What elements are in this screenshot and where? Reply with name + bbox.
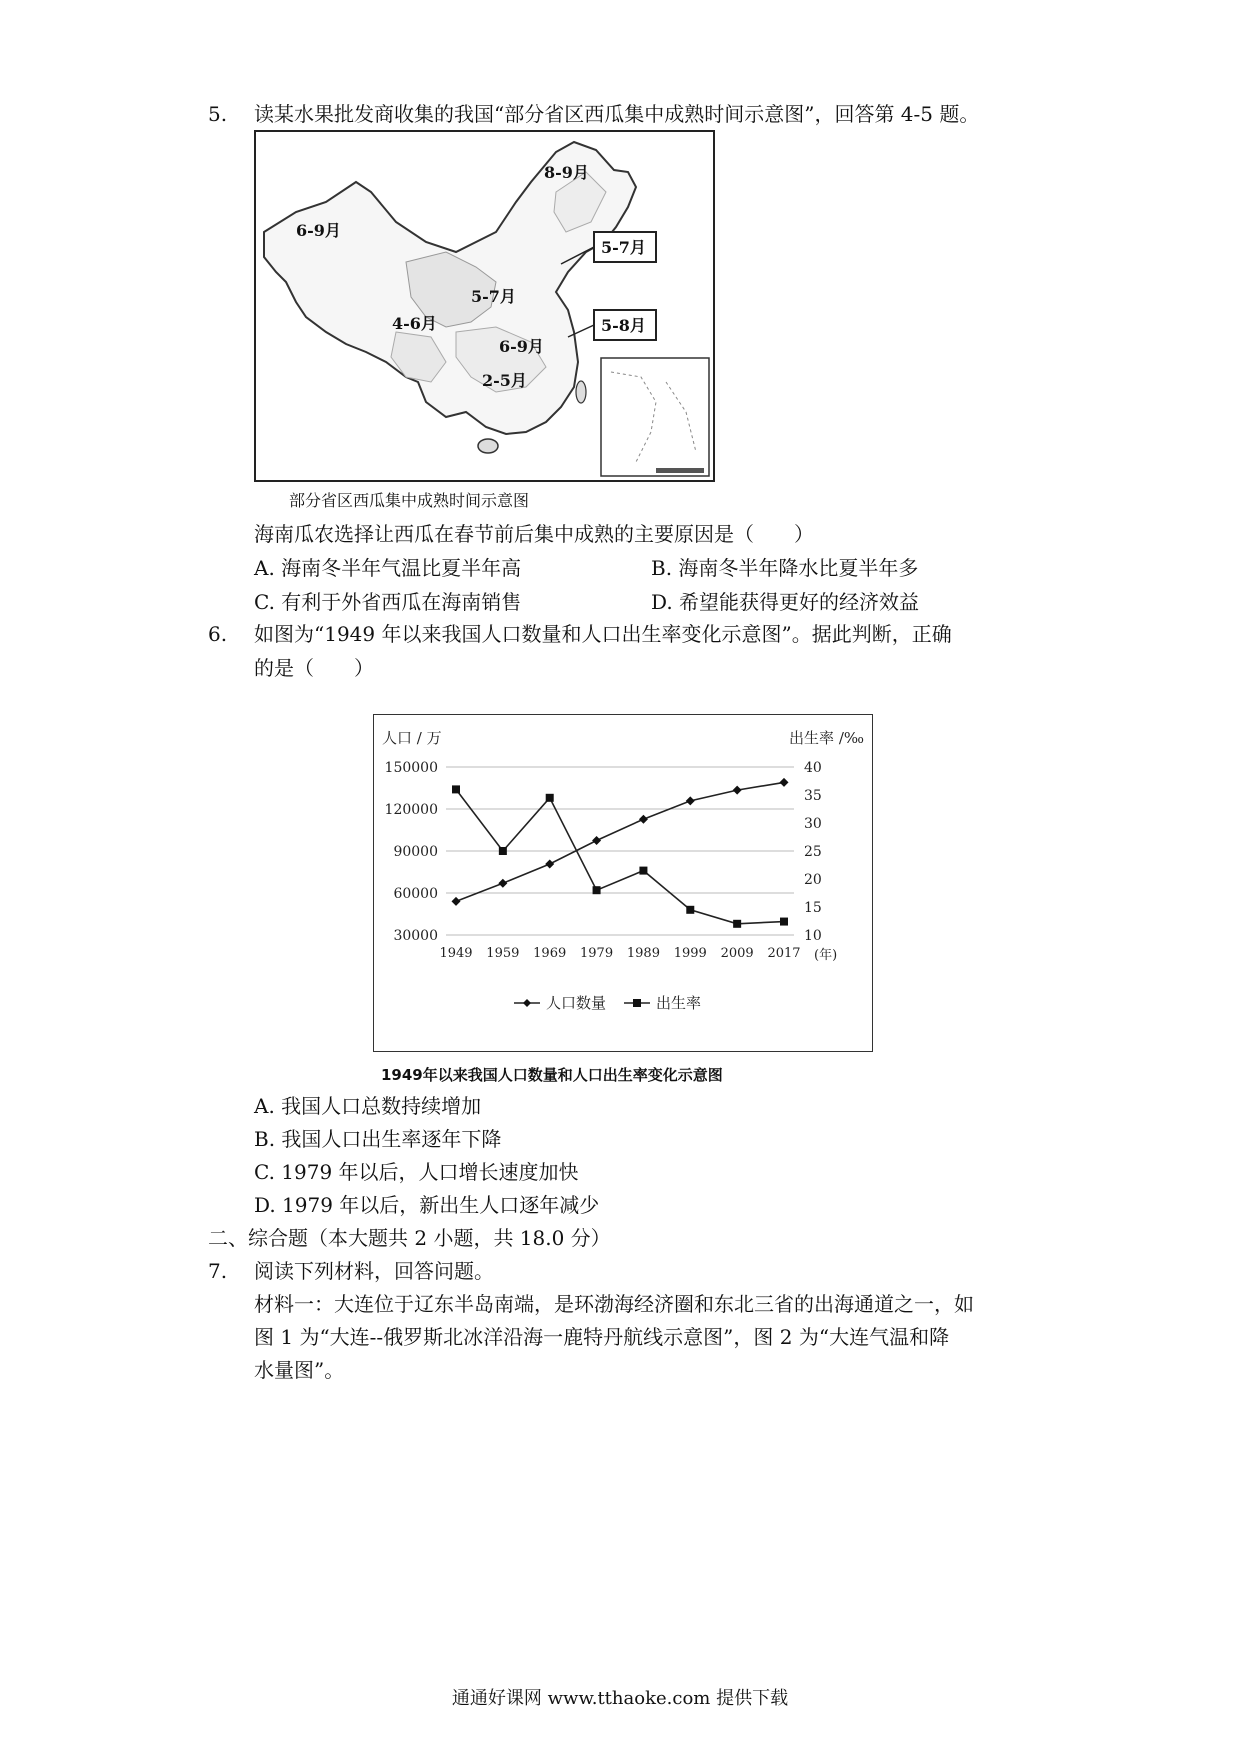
legend-label: 出生率 bbox=[656, 994, 702, 1012]
x-tick-label: 1999 bbox=[673, 946, 707, 961]
map-label-southwest: 4-6月 bbox=[392, 314, 437, 333]
map-caption: 部分省区西瓜集中成熟时间示意图 bbox=[289, 491, 530, 510]
data-point-population bbox=[780, 778, 789, 787]
data-point-population bbox=[639, 815, 648, 824]
option-a[interactable]: A. 海南冬半年气温比夏半年高 bbox=[254, 556, 522, 580]
map-label-boxed-north: 5-7月 bbox=[601, 238, 646, 257]
option-b[interactable]: B. 海南冬半年降水比夏半年多 bbox=[651, 556, 919, 580]
footer-source: 通通好课网 www.tthaoke.com 提供下载 bbox=[451, 1688, 789, 1709]
data-point-birthrate bbox=[733, 920, 741, 928]
question-number: 7. bbox=[208, 1259, 228, 1283]
legend-marker-square bbox=[633, 999, 641, 1007]
y-tick-right: 40 bbox=[804, 760, 822, 776]
data-point-birthrate bbox=[639, 867, 647, 875]
question-stem-line1: 如图为“1949 年以来我国人口数量和人口出生率变化示意图”。据此判断，正确 bbox=[254, 622, 952, 646]
population-chart-svg bbox=[374, 715, 872, 1051]
data-point-birthrate bbox=[686, 906, 694, 914]
data-point-population bbox=[545, 860, 554, 869]
y-tick-left: 90000 bbox=[393, 844, 438, 860]
y-tick-right: 15 bbox=[804, 900, 822, 916]
x-tick-label: 1989 bbox=[626, 946, 660, 961]
chart-caption: 1949年以来我国人口数量和人口出生率变化示意图 bbox=[381, 1066, 723, 1084]
data-point-birthrate bbox=[452, 785, 460, 793]
y-tick-left: 150000 bbox=[384, 760, 438, 776]
x-tick-label: 1959 bbox=[486, 946, 520, 961]
option-d[interactable]: D. 1979 年以后，新出生人口逐年减少 bbox=[254, 1193, 600, 1217]
question-text: 海南瓜农选择让西瓜在春节前后集中成熟的主要原因是（ ） bbox=[254, 522, 814, 546]
y-tick-left: 60000 bbox=[393, 886, 438, 902]
y-tick-right: 20 bbox=[804, 872, 822, 888]
data-point-population bbox=[686, 796, 695, 805]
section-heading: 二、综合题（本大题共 2 小题，共 18.0 分） bbox=[208, 1226, 611, 1250]
y-tick-left: 120000 bbox=[384, 802, 438, 818]
y-tick-right: 25 bbox=[804, 844, 822, 860]
y-tick-right: 30 bbox=[804, 816, 822, 832]
map-label-northwest: 6-9月 bbox=[296, 221, 341, 240]
legend-marker-diamond bbox=[523, 999, 531, 1007]
data-point-birthrate bbox=[499, 847, 507, 855]
y-tick-right: 10 bbox=[804, 928, 822, 944]
option-c[interactable]: C. 有利于外省西瓜在海南销售 bbox=[254, 590, 522, 614]
y-axis-right-title: 出生率 /‰ bbox=[789, 729, 864, 747]
x-tick-label: 1969 bbox=[533, 946, 567, 961]
population-chart bbox=[373, 714, 873, 1052]
x-tick-label: 1979 bbox=[580, 946, 614, 961]
map-label-hainan: 2-5月 bbox=[482, 371, 527, 390]
material-line3: 水量图”。 bbox=[254, 1358, 345, 1382]
data-point-birthrate bbox=[593, 886, 601, 894]
y-tick-left: 30000 bbox=[393, 928, 438, 944]
option-a[interactable]: A. 我国人口总数持续增加 bbox=[254, 1094, 482, 1118]
china-map bbox=[256, 132, 713, 480]
data-point-population bbox=[592, 836, 601, 845]
question-stem-line2: 的是（ ） bbox=[254, 656, 374, 680]
option-b[interactable]: B. 我国人口出生率逐年下降 bbox=[254, 1127, 502, 1151]
question-stem: 阅读下列材料，回答问题。 bbox=[254, 1259, 494, 1283]
option-d[interactable]: D. 希望能获得更好的经济效益 bbox=[651, 590, 920, 614]
x-tick-label: 2009 bbox=[720, 946, 754, 961]
x-tick-label: 1949 bbox=[439, 946, 473, 961]
material-line1: 材料一：大连位于辽东半岛南端，是环渤海经济圈和东北三省的出海通道之一，如 bbox=[254, 1292, 974, 1316]
map-label-boxed-east: 5-8月 bbox=[601, 316, 646, 335]
map-label-northeast: 8-9月 bbox=[544, 163, 589, 182]
legend-label: 人口数量 bbox=[546, 994, 607, 1012]
map-label-southeast: 6-9月 bbox=[499, 337, 544, 356]
data-point-population bbox=[498, 879, 507, 888]
x-tick-label: 2017 bbox=[767, 946, 801, 961]
y-axis-left-title: 人口 / 万 bbox=[382, 729, 442, 747]
option-c[interactable]: C. 1979 年以后，人口增长速度加快 bbox=[254, 1160, 579, 1184]
map-label-central: 5-7月 bbox=[471, 287, 516, 306]
china-map-figure bbox=[254, 130, 715, 482]
question-number: 5. bbox=[208, 102, 228, 126]
data-point-population bbox=[733, 786, 742, 795]
data-point-birthrate bbox=[780, 918, 788, 926]
x-axis-unit: (年) bbox=[814, 948, 838, 963]
question-stem: 读某水果批发商收集的我国“部分省区西瓜集中成熟时间示意图”，回答第 4-5 题。 bbox=[254, 102, 980, 126]
data-point-population bbox=[452, 897, 461, 906]
material-line2: 图 1 为“大连--俄罗斯北冰洋沿海一鹿特丹航线示意图”，图 2 为“大连气温和降 bbox=[254, 1325, 950, 1349]
series-line-2 bbox=[456, 789, 784, 923]
question-number: 6. bbox=[208, 622, 228, 646]
data-point-birthrate bbox=[546, 794, 554, 802]
y-tick-right: 35 bbox=[804, 788, 822, 804]
